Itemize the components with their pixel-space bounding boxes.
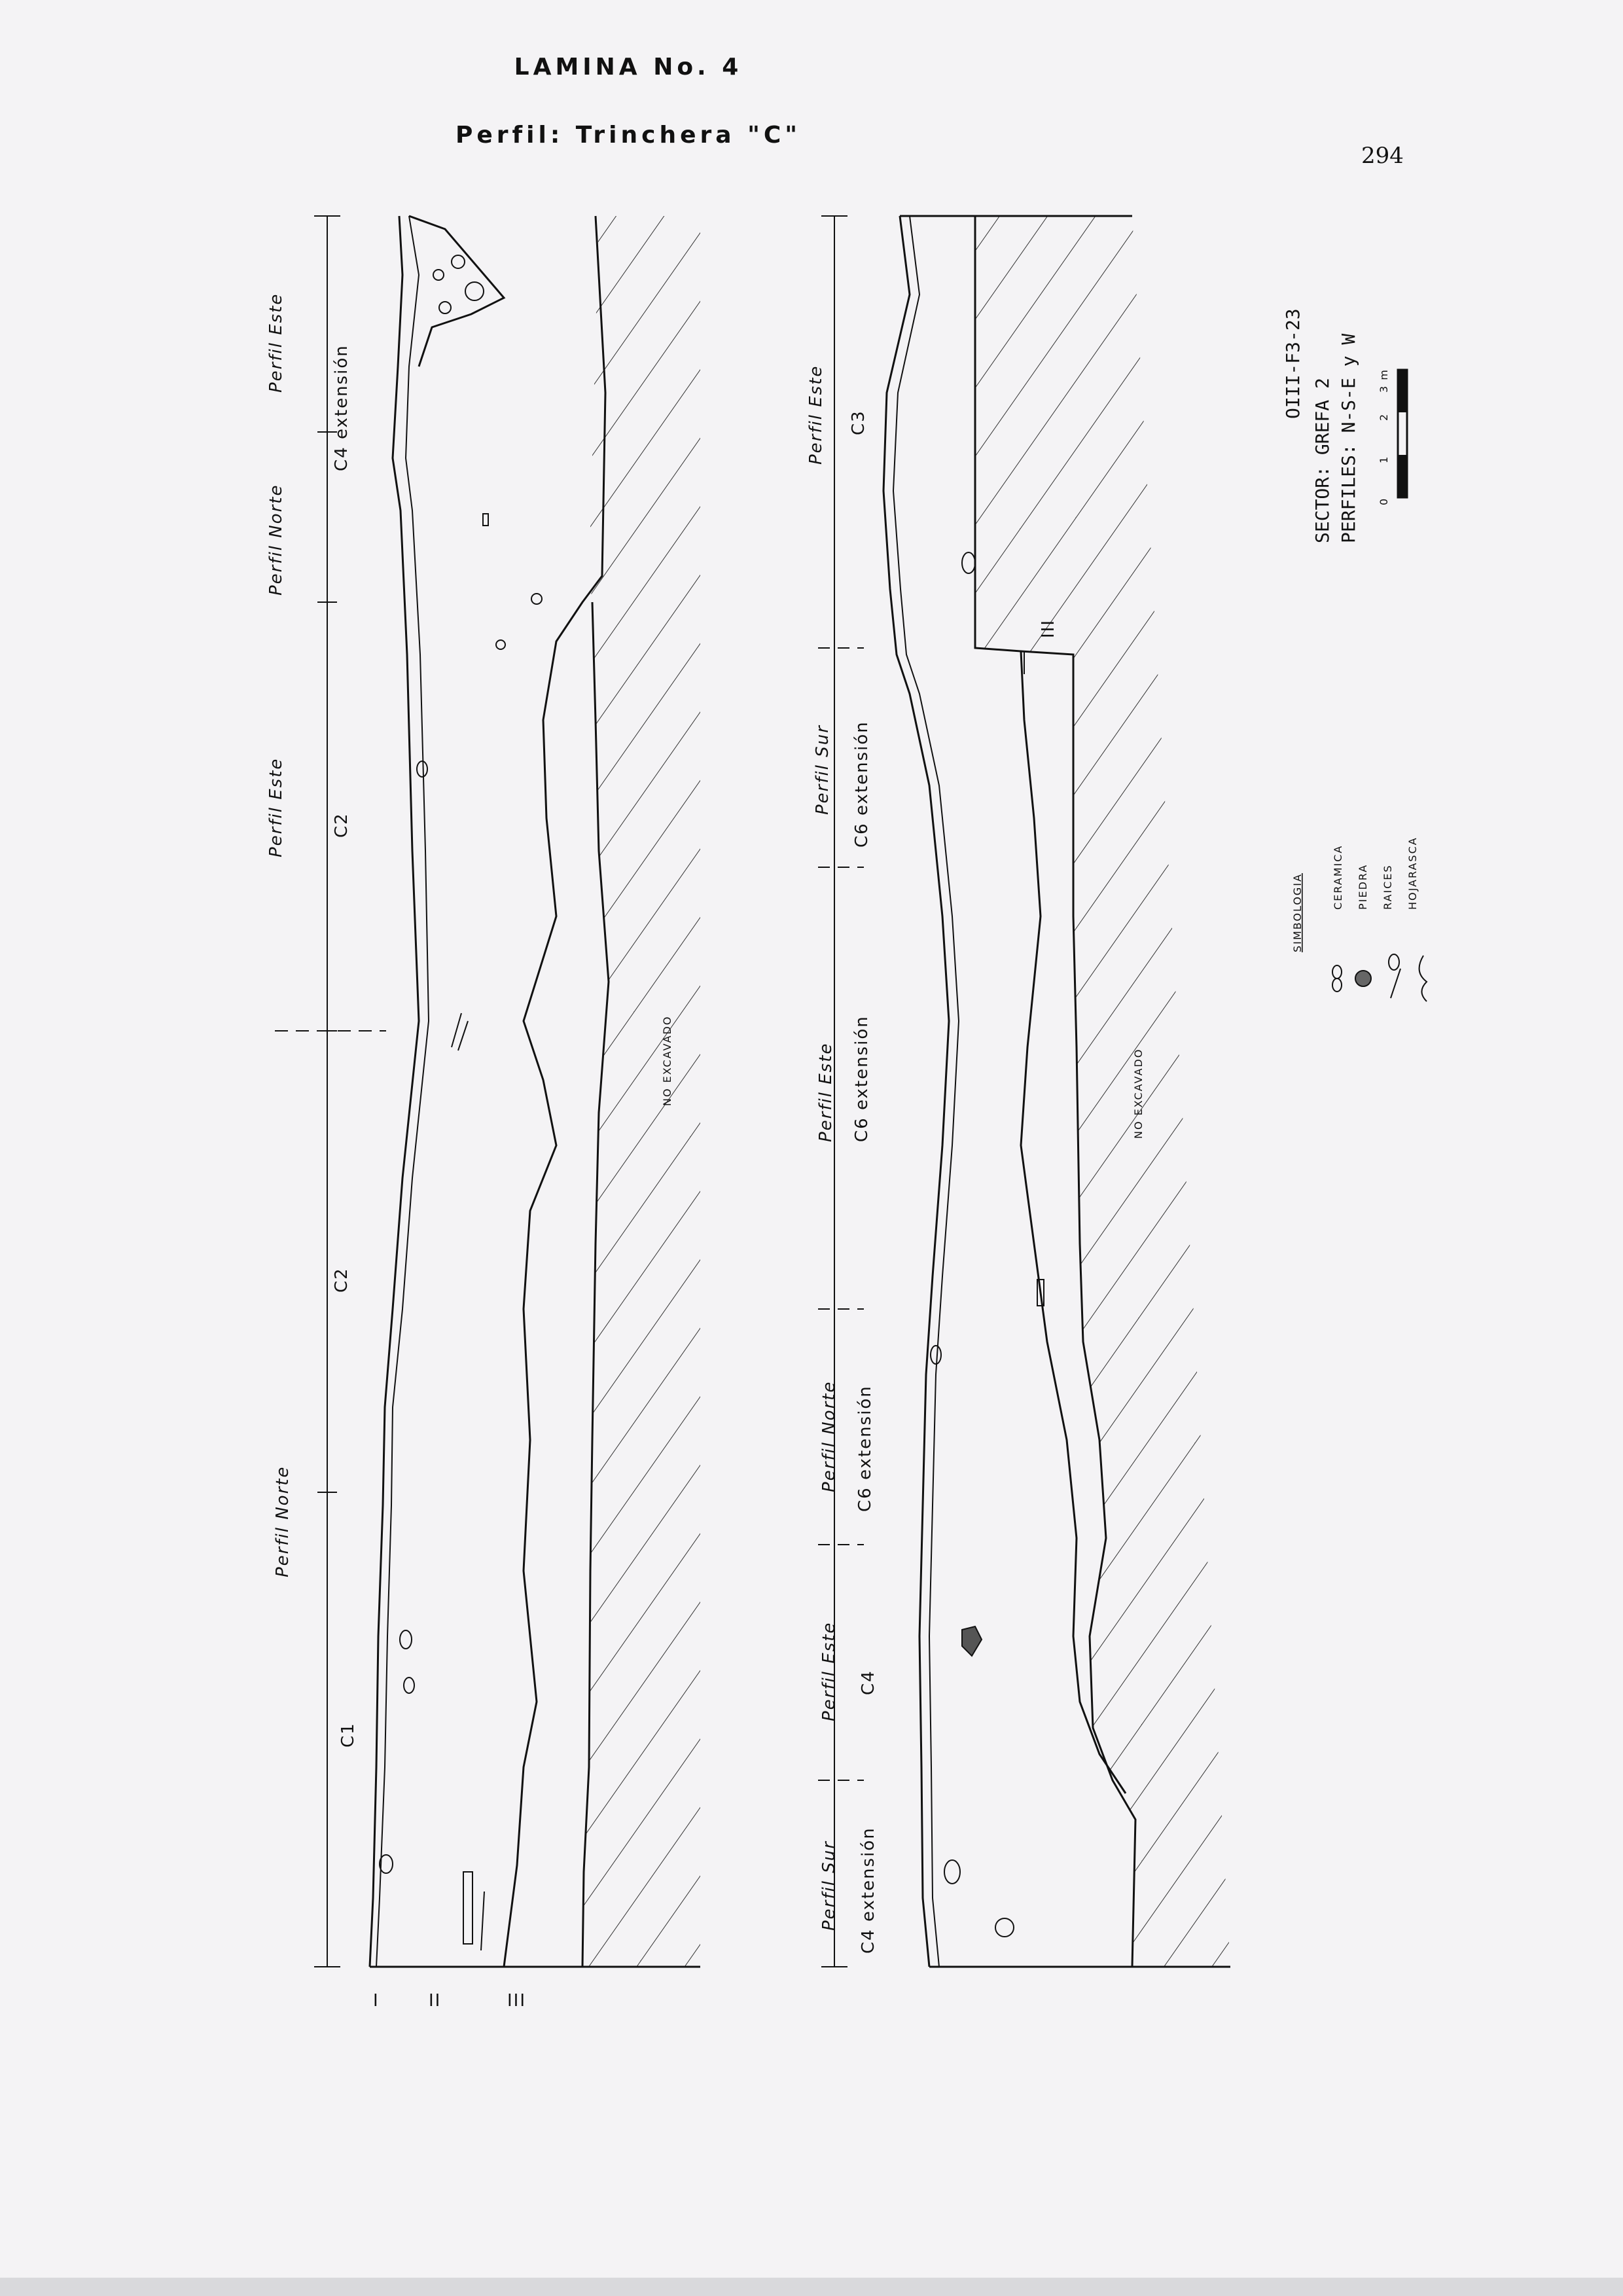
scale-tick-1: 1 xyxy=(1378,455,1390,463)
ceramic-find xyxy=(531,594,542,604)
legend xyxy=(1291,836,1427,1001)
right-label-6: C6 extensión xyxy=(852,1015,872,1142)
ceramic-find xyxy=(496,640,505,649)
left-label-4: Perfil Este xyxy=(266,757,286,857)
right-layer-mark: III xyxy=(1039,619,1058,638)
left-profile xyxy=(266,216,700,2011)
page-number: 294 xyxy=(1361,143,1404,169)
right-label-2: C3 xyxy=(849,410,868,435)
legend-label-ceramica: CERAMICA xyxy=(1332,844,1344,910)
right-label-3: Perfil Sur xyxy=(813,725,832,815)
roots-find xyxy=(452,1013,468,1050)
left-topsoil-line xyxy=(376,216,429,1967)
right-label-7: Perfil Norte xyxy=(819,1380,839,1492)
sector-line: SECTOR: GREFA 2 xyxy=(1311,378,1333,543)
legend-label-hojarasca: HOJARASCA xyxy=(1406,836,1419,910)
left-label-2: C4 extensión xyxy=(332,344,351,471)
right-label-12: C4 extensión xyxy=(859,1827,878,1954)
scale-tick-3: 3 m xyxy=(1378,368,1390,393)
perfiles-line: PERFILES: N-S-E y W xyxy=(1338,333,1359,543)
left-label-5: C2 xyxy=(332,812,351,838)
stone-find xyxy=(404,1677,414,1693)
left-label-1: Perfil Este xyxy=(266,293,286,393)
right-label-5: Perfil Este xyxy=(816,1042,836,1142)
stone-find xyxy=(962,1626,982,1656)
site-info xyxy=(1282,308,1407,543)
legend-label-raices: RAICES xyxy=(1382,864,1394,910)
layer-label-ii: II xyxy=(429,1991,442,2011)
right-label-10: C4 xyxy=(859,1670,878,1695)
left-stone-cluster xyxy=(409,216,504,367)
right-label-11: Perfil Sur xyxy=(819,1840,839,1931)
right-label-1: Perfil Este xyxy=(806,365,826,465)
left-surface-line xyxy=(370,216,419,1967)
scale-tick-0: 0 xyxy=(1378,497,1390,505)
right-topsoil-line xyxy=(893,216,959,1967)
stone-find xyxy=(417,761,427,777)
left-not-excavated-label: NO EXCAVADO xyxy=(661,1015,673,1106)
roots-icon xyxy=(1389,954,1400,998)
left-label-3: Perfil Norte xyxy=(266,484,286,596)
leaf-litter-icon xyxy=(1419,956,1427,1001)
site-code: OIII-F3-23 xyxy=(1282,308,1304,419)
right-profile xyxy=(806,216,1230,1967)
scale-tick-2: 2 xyxy=(1378,412,1390,421)
stone-find xyxy=(931,1346,941,1364)
stone-find xyxy=(944,1860,960,1884)
legend-title: SIMBOLOGIA xyxy=(1291,873,1304,952)
legend-label-piedra: PIEDRA xyxy=(1357,863,1369,910)
layer-label-i: I xyxy=(373,1991,380,2011)
left-label-7: Perfil Norte xyxy=(273,1465,293,1577)
right-not-excavated-area xyxy=(975,216,1230,1967)
stone-find xyxy=(400,1630,412,1649)
right-label-9: Perfil Este xyxy=(819,1621,839,1721)
ceramic-icon xyxy=(1332,965,1342,992)
plate-title: LAMINA No. 4 xyxy=(514,54,743,81)
plate-subtitle: Perfil: Trinchera "C" xyxy=(455,122,802,149)
left-label-6: C2 xyxy=(332,1267,351,1293)
ceramic-find xyxy=(483,514,488,526)
stone-find xyxy=(995,1918,1014,1937)
right-label-4: C6 extensión xyxy=(852,721,872,848)
left-label-8: C1 xyxy=(338,1722,358,1748)
root-find xyxy=(463,1872,473,1944)
scale-bar xyxy=(1378,368,1407,505)
stone-find xyxy=(962,552,975,573)
layer-label-iii: III xyxy=(507,1991,527,2011)
stone-icon xyxy=(1355,971,1371,986)
right-not-excavated-label: NO EXCAVADO xyxy=(1132,1048,1145,1139)
right-label-8: C6 extensión xyxy=(855,1385,875,1512)
